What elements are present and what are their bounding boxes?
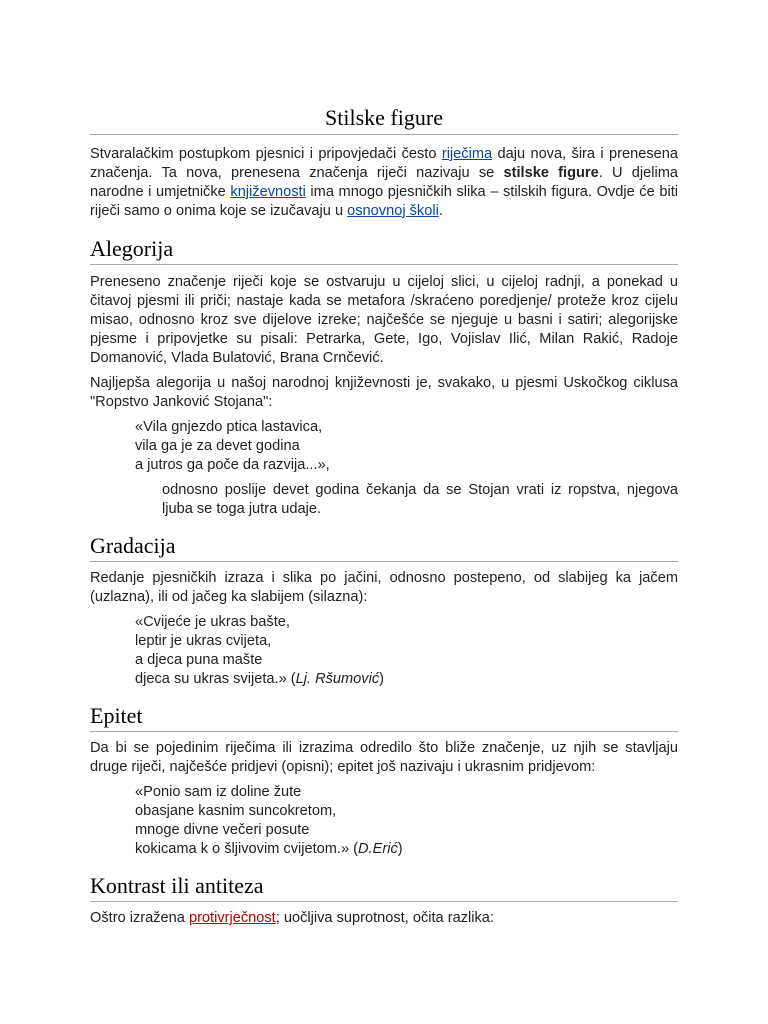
article-content [90,104,678,928]
quote-text: djeca su ukras svijeta.» ( [135,671,296,687]
quote-author: Lj. Ršumović [295,671,380,687]
alegorija-paragraph-2: Najljepša alegorija u našoj narodnoj književnosti je, svakako, u pjesmi Uskočkog ciklusa "Ropstvo Janković Stojana": [90,375,678,410]
intro-text-1: Stvaralačkim postupkom pjesnici i pripovjedači često [90,146,442,162]
quote-line: obasjane kasnim suncokretom, [135,803,337,819]
epitet-paragraph: Da bi se pojedinim riječima ili izrazima odredilo što bliže značenje, uz njih se stavljaju druge riječi, najčešće pridjevi (opisni); epitet još nazivaju i ukrasnim pridjevom: [90,740,678,775]
section-heading-alegorija: Alegorija [90,235,678,265]
intro-text-2: daju nova, šira i prenesena značenja. Ta nova, prenesena značenja riječi nazivaju se [90,146,678,181]
quote-line: «Vila gnjezdo ptica lastavica, [135,419,323,435]
quote-line: a djeca puna mašte [135,652,263,668]
quote-line: leptir je ukras cvijeta, [135,633,272,649]
quote-line: a jutros ga poče da razvija...», [135,457,330,473]
intro-text-3: . U djelima narodne i umjetničke [90,165,679,200]
section-heading-epitet: Epitet [90,702,678,732]
gradacija-paragraph: Redanje pjesničkih izraza i slika po jačini, odnosno postepeno, od slabijeg ka jačem (uzlazna), ili od jačeg ka slabijem (silazna): [90,570,678,605]
quote-line: vila ga je za devet godina [135,438,300,454]
alegorija-paragraph-1: Preneseno značenje riječi koje se ostvaruju u cijeloj slici, u cijeloj radnji, a ponekad u čitavoj pjesmi ili priči; nastaje kada se metafora /skraćeno poredjenje/ proteže kroz cijelu misao, odnosno kroz sve dijelove izreke; najčešće se njeguje u basni i satiri; alegorijske pjesme i pripovjetke su pisali: Petrarka, Gete, Igo, Vojislav Ilić, Milan Rakić, Radoje Domanović, Vlada Bulatović, Brana Crnčević. [90,274,678,366]
intro-text-4: ima mnogo pjesničkih slika – stilskih figura. Ovdje će biti riječi samo o onima koje se izučavaju u [90,184,678,219]
section-heading-kontrast: Kontrast ili antiteza [90,872,678,902]
quote-line: «Cvijeće je ukras bašte, [135,614,290,630]
link-knjizevnosti[interactable]: književnosti [230,184,306,200]
intro-paragraph [90,145,678,221]
alegorija-explanation: odnosno poslije devet godina čekanja da se Stojan vrati iz ropstva, njegova ljuba se toga jutra udaje. [162,482,678,517]
intro-text-5: . [438,203,443,219]
quote-line: mnoge divne večeri posute [135,822,310,838]
quote-close: ) [397,841,403,857]
link-protivrjecnost[interactable]: protivrječnost [188,910,276,926]
kontrast-text-2: ; uočljiva suprotnost, očita razlika: [275,910,494,926]
kontrast-paragraph [90,909,678,928]
link-osnovnoj-skoli[interactable]: osnovnoj školi [347,203,439,219]
kontrast-text-1: Oštro izražena [90,910,189,926]
section-heading-gradacija: Gradacija [90,532,678,562]
quote-author: D.Erić [358,841,398,857]
quote-close: ) [379,671,385,687]
quote-line-last [135,840,678,859]
intro-bold-term: stilske figure [503,165,599,181]
page-title: Stilske figure [90,104,678,135]
gradacija-quote [135,613,678,689]
link-rijecima[interactable]: riječima [441,146,493,162]
alegorija-quote [135,418,678,475]
quote-text: kokicama k o šljivovim cvijetom.» ( [135,841,359,857]
epitet-quote [135,783,678,859]
quote-line: «Ponio sam iz doline žute [135,784,302,800]
quote-line-last [135,670,678,689]
